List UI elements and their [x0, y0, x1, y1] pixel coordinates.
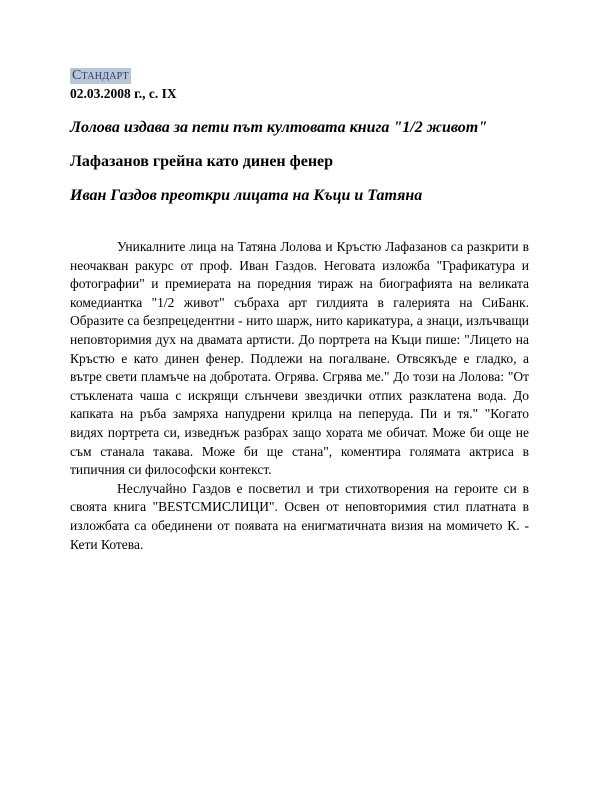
headline-sub-2: Иван Газдов преоткри лицата на Къци и Татяна: [70, 187, 423, 204]
body-paragraph: Неслучайно Газдов е посветил и три стихотворения на героите си в своята книга "BESTСМИСЛИЦИ". Освен от неповторимия стил платната в изложбата са обединени от появата на енигматичната визия на момичето К. - Кети Котева.: [70, 480, 529, 552]
headline-main: Лолова издава за пети път култовата книга "1/2 живот": [70, 119, 488, 136]
dateline: 02.03.2008 г., с. IX: [70, 86, 177, 101]
body-paragraph: Уникалните лица на Татяна Лолова и Кръстю Лафазанов са разкрити в неочакван ракурс от проф. Иван Газдов. Неговата изложба "Графикатура и фотографии" и премиерата на поредния тираж на биографията на великата комедиантка "1/2 живот" събраха арт гилдията в галерията на СиБанк. Образите са безпрецедентни - нито шарж, нито карикатура, а знаци, излъчващи неповторимия дух на двамата артисти. До портрета на Къци пише: "Лицето на Кръстю е като динен фенер. Подлежи на погалване. Отвсякъде е гладко, а вътре свети пламъче на добротата. Огрява. Сгрява ме." До този на Лолова: "От стъклената чаша с искрящи слънчеви звездички отпих разклатена вода. До капката на ръба замряха напудрени крилца на пеперуда. Пи и тя." "Когато видях портрета си, изведнъж разбрах защо хората ме обичат. Може би още не съм станала такава. Може би ще стана", коментира голямата актриса в типичния си философски контекст.: [70, 239, 529, 478]
publication-logo: Стандарт: [72, 68, 129, 83]
article-body: [70, 238, 529, 554]
headline-sub-1: Лафазанов грейна като динен фенер: [70, 153, 334, 170]
